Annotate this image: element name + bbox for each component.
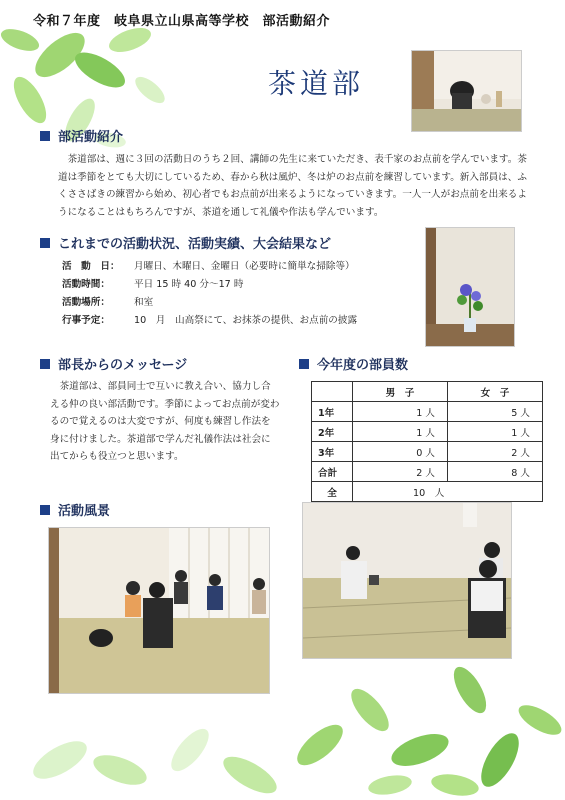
photo-activity-scene-1 [48,527,270,694]
section-heading-activity-label: これまでの活動状況、活動実績、大会結果など [58,237,332,252]
message-paragraph: 茶道部は、部員同士で互いに教え合い、協力し合える仲の良い部活動です。季節によってお点前が変わるので覚えるのは大変ですが、何度も練習し作法を身に付けました。茶道部で学んだ礼儀作法は社会に出てからも役立つと思います。 [50,381,280,463]
cell-male: 2 人 [353,462,448,482]
row-label: 3年 [312,442,353,462]
photo-activity-scene-2 [302,502,512,659]
row-label: 2年 [312,422,353,442]
table-row [312,482,543,502]
activity-key: 行事予定： [62,315,110,326]
cell-female: 2 人 [448,442,543,462]
table-row [312,382,543,402]
row-label: 1年 [312,402,353,422]
activity-list [62,258,417,330]
table-row [312,402,543,422]
cell-male: 0 人 [353,442,448,462]
activity-row-time [62,276,417,294]
section-heading-intro [40,126,123,145]
section-heading-message-label: 部長からのメッセージ [58,358,188,373]
cell-total: 10 人 [353,482,543,502]
activity-row-events [62,312,417,330]
activity-key: 活動時間： [62,279,110,290]
intro-paragraph: 茶道部は、週に３回の活動日のうち２回、講師の先生に来ていただき、表千家のお点前を学んでいます。茶道は季節をとても大切にしているため、春から秋は風炉、冬は炉のお点前を練習しています。新入部員は、ふくささばきの練習から始め、初心者でもお点前が出来るようになっていきます。一人一人がお点前を出来るようになることはもちろんですが、茶道を通して礼儀や作法も学んでいます。 [58,154,527,218]
row-label: 合計 [312,462,353,482]
section-heading-members [299,354,408,373]
activity-value: 平日 15 時 40 分～17 時 [134,279,244,290]
square-bullet-icon [40,359,50,369]
activity-value: 和室 [134,297,154,308]
cell-female: 1 人 [448,422,543,442]
photo-tea-kettle [411,50,522,132]
square-bullet-icon [299,359,309,369]
activity-key: 活動場所： [62,297,110,308]
section-heading-message [40,354,187,373]
cell-female: 8 人 [448,462,543,482]
col-header-female: 女 子 [448,382,543,402]
table-corner [312,382,353,402]
cell-female: 5 人 [448,402,543,422]
section-heading-members-label: 今年度の部員数 [317,358,409,373]
members-table [311,381,543,502]
activity-value: 月曜日、木曜日、金曜日（必要時に簡単な掃除等） [134,261,355,272]
page-header-title: 令和７年度 岐阜県立山県高等学校 部活動紹介 [33,14,331,29]
cell-male: 1 人 [353,422,448,442]
activity-value: 10 月 山高祭にて、お抹茶の提供、お点前の披露 [134,315,358,326]
activity-row-place [62,294,417,312]
cell-male: 1 人 [353,402,448,422]
square-bullet-icon [40,505,50,515]
club-name-title: 茶道部 [268,67,365,100]
square-bullet-icon [40,131,50,141]
square-bullet-icon [40,238,50,248]
photo-flower-arrangement [425,227,515,347]
section-heading-scenes [40,500,110,519]
activity-row-days [62,258,417,276]
table-row [312,422,543,442]
section-heading-activity [40,233,331,252]
activity-key: 活 動 日： [62,261,120,272]
table-row [312,462,543,482]
col-header-male: 男 子 [353,382,448,402]
section-heading-intro-label: 部活動紹介 [58,130,124,145]
section-heading-scenes-label: 活動風景 [58,504,111,519]
table-row [312,442,543,462]
row-label-total: 全 [312,482,353,502]
